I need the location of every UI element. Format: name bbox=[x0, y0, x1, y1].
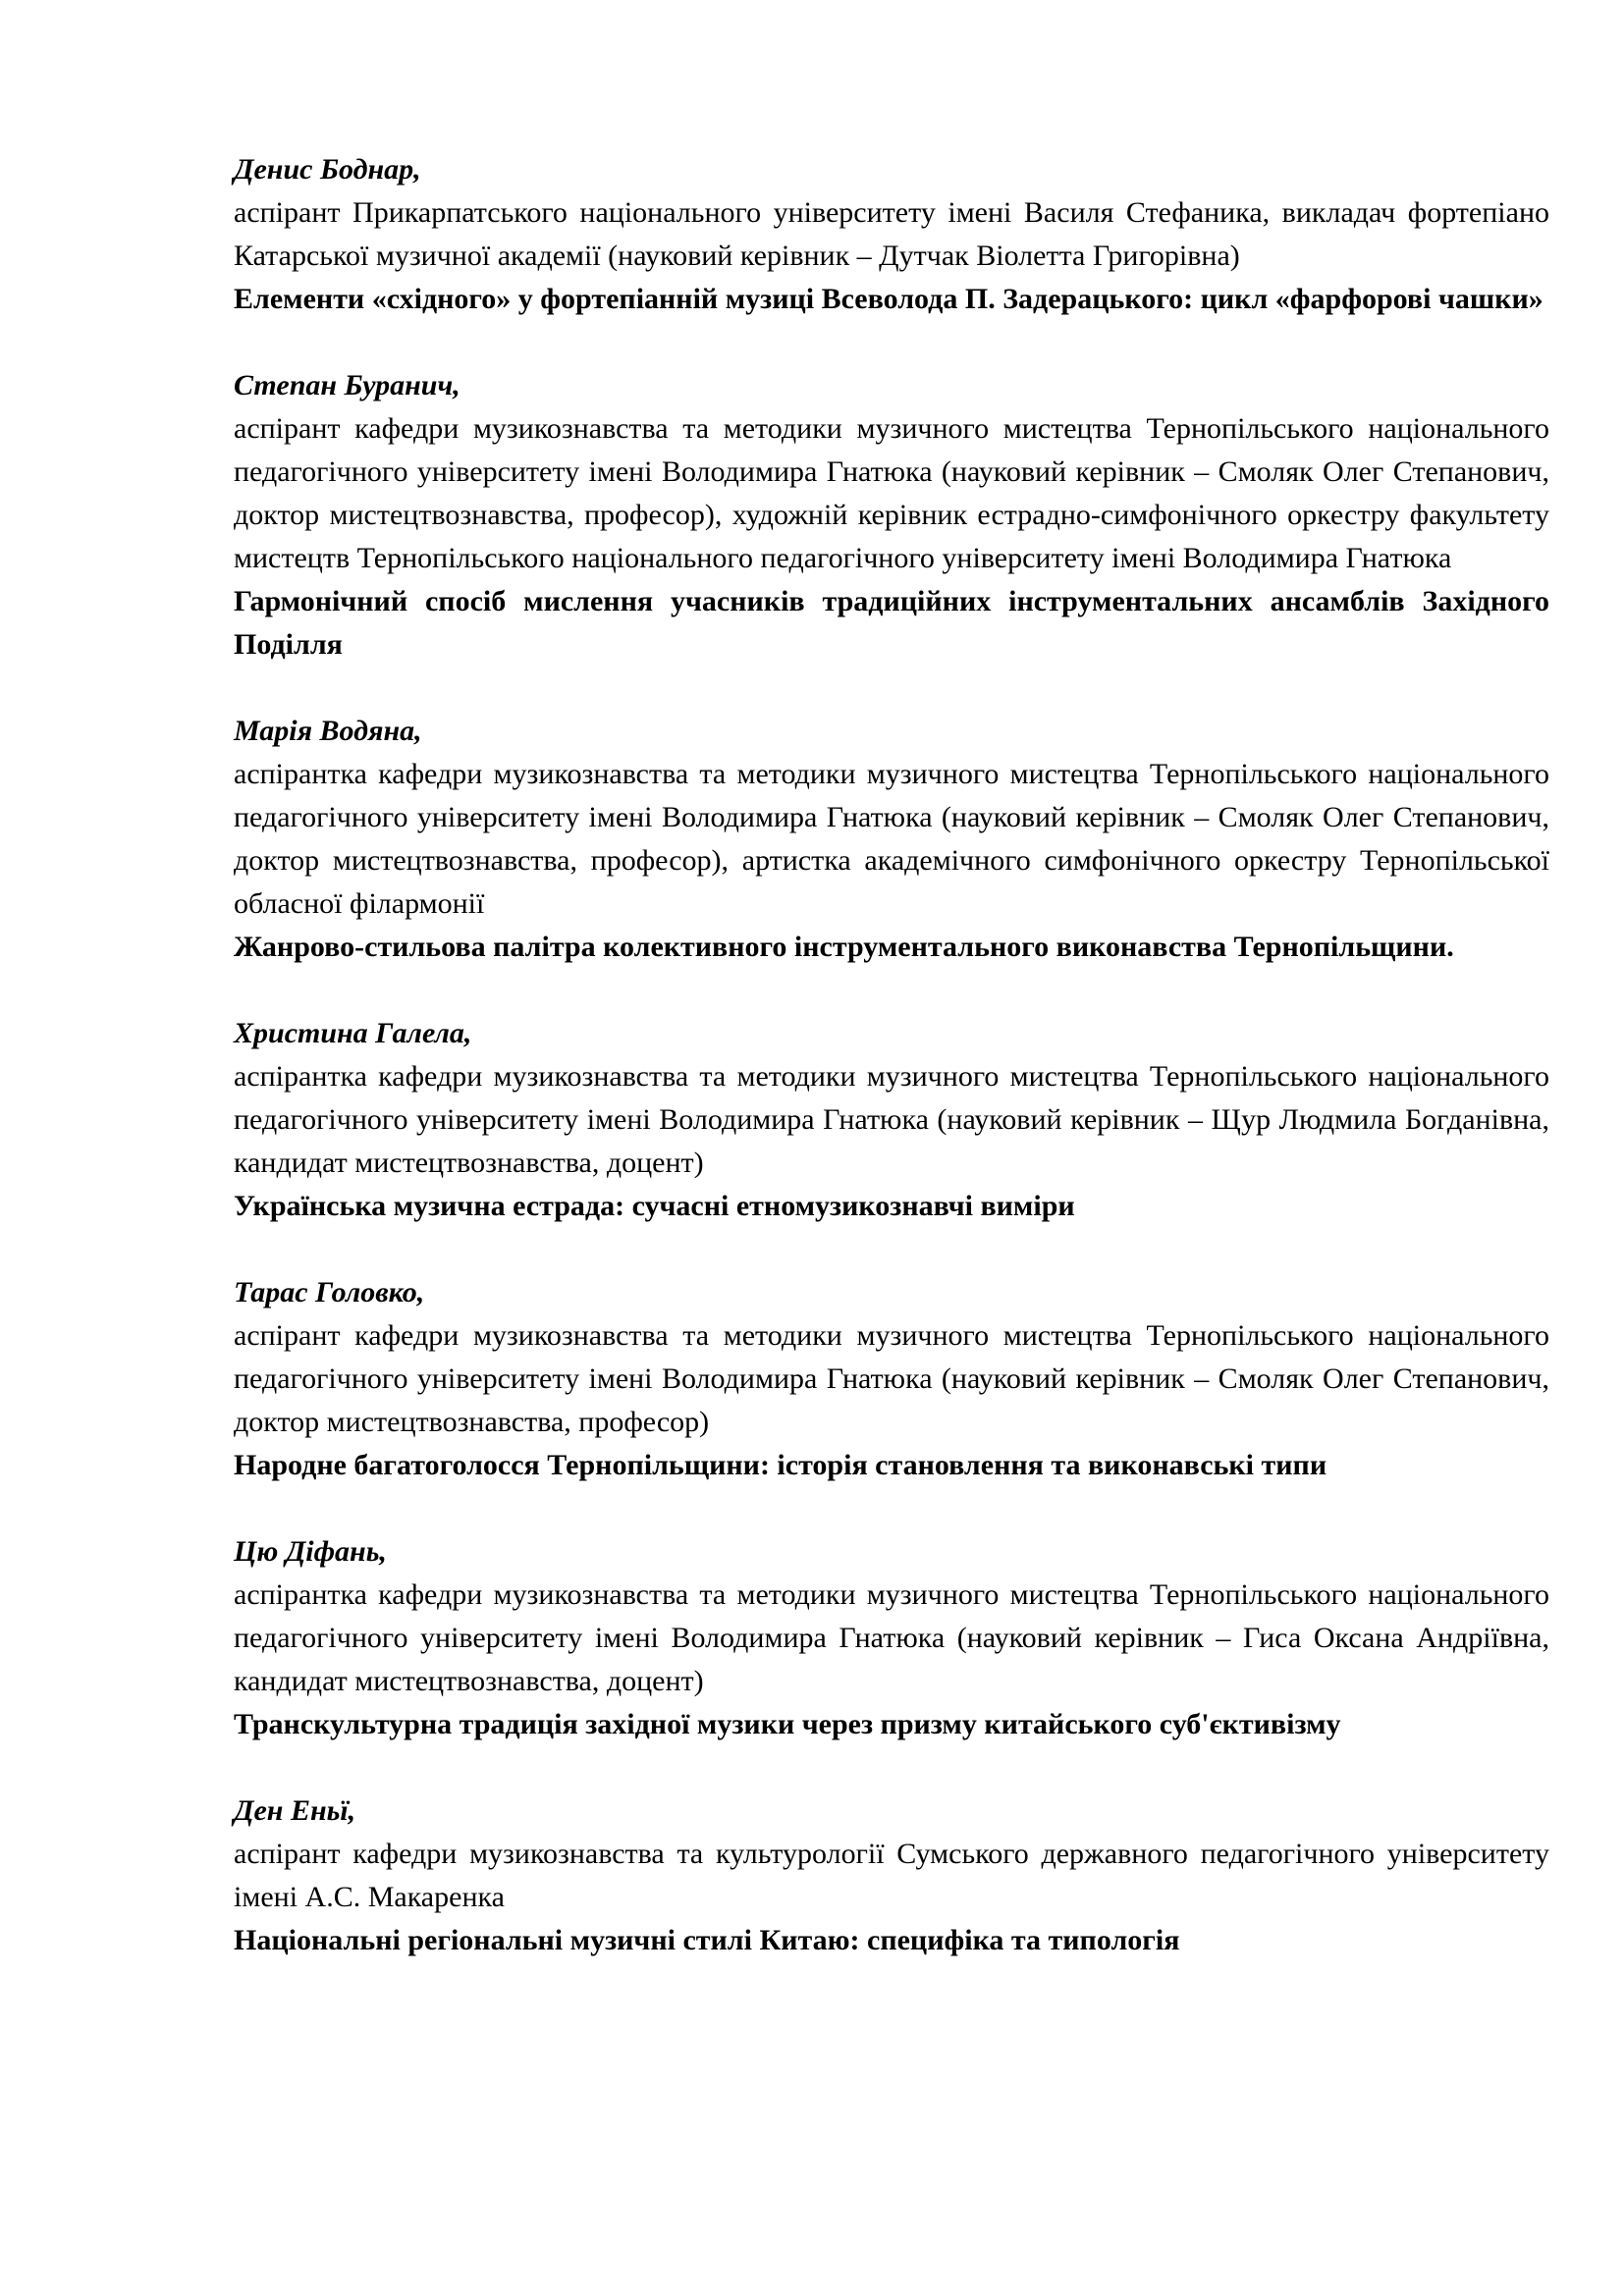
talk-title: Жанрово-стильова палітра колективного інструментального виконавства Тернопільщини. bbox=[234, 931, 1454, 963]
speaker-affiliation: аспірантка кафедри музикознавства та методики музичного мистецтва Тернопільського національного педагогічного університету імені Володимира Гнатюка (науковий керівник – Щур Людмила Богданівна, кандидат мистецтвознавства, доцент) bbox=[234, 1060, 1549, 1179]
speaker-name: Денис Боднар, bbox=[234, 153, 421, 186]
speaker-name: Цю Діфань, bbox=[234, 1535, 387, 1568]
speaker-affiliation: аспірант кафедри музикознавства та культурології Сумського державного педагогічного університету імені А.С. Макаренка bbox=[234, 1838, 1549, 1913]
speaker-entry bbox=[234, 710, 1549, 969]
speaker-name: Тарас Головко, bbox=[234, 1276, 425, 1308]
speaker-affiliation: аспірантка кафедри музикознавства та методики музичного мистецтва Тернопільського національного педагогічного університету імені Володимира Гнатюка (науковий керівник – Смоляк Олег Степанович, доктор мистецтвознавства, професор), артистка академічного симфонічного оркестру Тернопільської обласної філармонії bbox=[234, 758, 1549, 920]
speaker-affiliation: аспірантка кафедри музикознавства та методики музичного мистецтва Тернопільського національного педагогічного університету імені Володимира Гнатюка (науковий керівник – Гиса Оксана Андріївна, кандидат мистецтвознавства, доцент) bbox=[234, 1578, 1549, 1697]
speaker-affiliation: аспірант кафедри музикознавства та методики музичного мистецтва Тернопільського національного педагогічного університету імені Володимира Гнатюка (науковий керівник – Смоляк Олег Степанович, доктор мистецтвознавства, професор), художній керівник естрадно-симфонічного оркестру факультету мистецтв Тернопільського національного педагогічного університету імені Володимира Гнатюка bbox=[234, 412, 1549, 574]
talk-title: Гармонічний спосіб мислення учасників традиційних інструментальних ансамблів Західного Поділля bbox=[234, 585, 1549, 661]
speaker-name: Марія Водяна, bbox=[234, 715, 422, 747]
talk-title: Елементи «східного» у фортепіанній музиці Всеволода П. Задерацького: цикл «фарфорові чашки» bbox=[234, 283, 1543, 315]
document-page bbox=[234, 148, 1549, 2005]
speaker-entry bbox=[234, 1530, 1549, 1746]
speaker-name: Степан Буранич, bbox=[234, 369, 460, 401]
speaker-name: Христина Галела, bbox=[234, 1017, 472, 1049]
speaker-affiliation: аспірант кафедри музикознавства та методики музичного мистецтва Тернопільського національного педагогічного університету імені Володимира Гнатюка (науковий керівник – Смоляк Олег Степанович, доктор мистецтвознавства, професор) bbox=[234, 1319, 1549, 1438]
speaker-entry bbox=[234, 1012, 1549, 1228]
speaker-name: Ден Еньї, bbox=[234, 1794, 356, 1827]
speaker-entry bbox=[234, 364, 1549, 667]
speaker-entry bbox=[234, 148, 1549, 321]
talk-title: Українська музична естрада: сучасні етномузикознавчі виміри bbox=[234, 1190, 1075, 1222]
talk-title: Національні регіональні музичні стилі Китаю: специфіка та типологія bbox=[234, 1924, 1180, 1956]
speaker-entry bbox=[234, 1271, 1549, 1487]
talk-title: Народне багатоголосся Тернопільщини: історія становлення та виконавські типи bbox=[234, 1449, 1327, 1481]
speaker-entry bbox=[234, 1789, 1549, 1962]
talk-title: Транскультурна традиція західної музики через призму китайського суб'єктивізму bbox=[234, 1708, 1341, 1740]
speaker-affiliation: аспірант Прикарпатського національного університету імені Василя Стефаника, викладач фортепіано Катарської музичної академії (науковий керівник – Дутчак Віолетта Григорівна) bbox=[234, 196, 1549, 272]
